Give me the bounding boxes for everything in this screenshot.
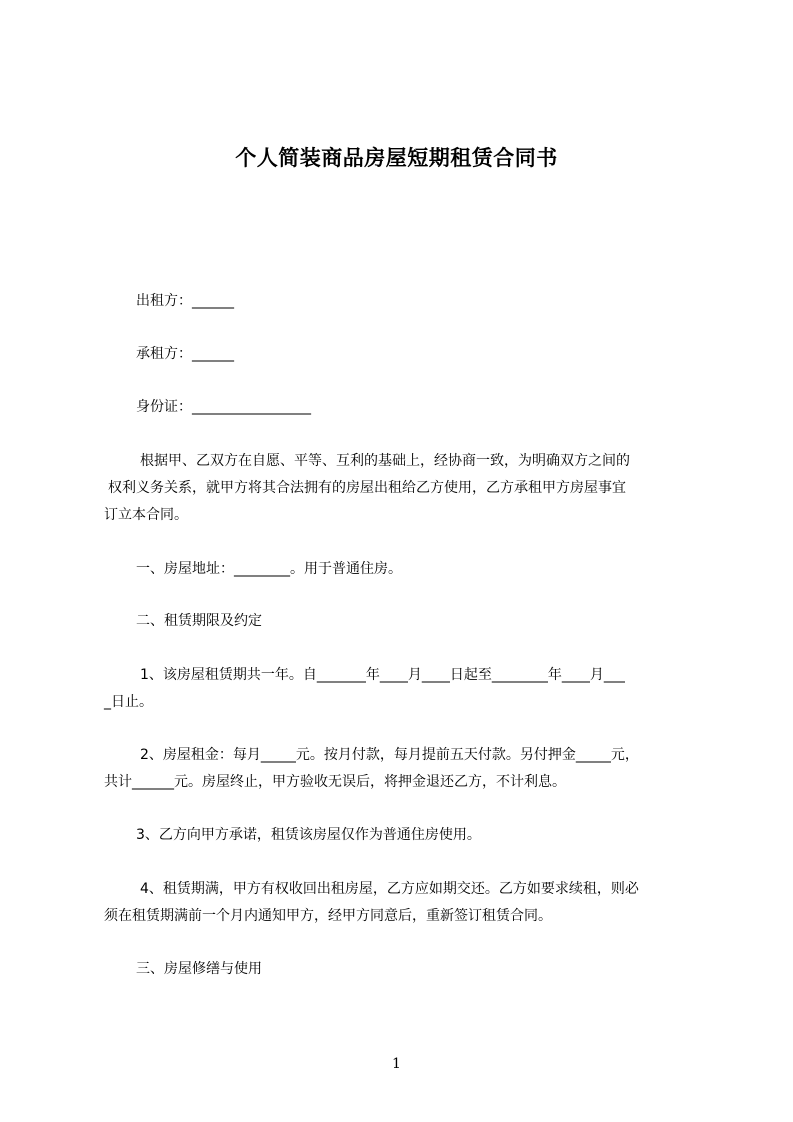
preamble-line-2: 权利义务关系，就甲方将其合法拥有的房屋出租给乙方使用，乙方承租甲方房屋事宜 [108, 480, 626, 496]
page-number: 1 [392, 1056, 401, 1072]
section-repair-use: 三、房屋修缮与使用 [136, 961, 262, 977]
lessee-line: 承租方：______ [136, 346, 234, 362]
clause-1-line-1: 1、该房屋租赁期共一年。自_______年____月____日起至________年____月___ [140, 667, 625, 683]
clause-1-line-2: _日止。 [104, 694, 153, 710]
section-house-address: 一、房屋地址：________。用于普通住房。 [136, 561, 402, 577]
preamble-line-3: 订立本合同。 [104, 507, 188, 523]
document-title: 个人简装商品房屋短期租赁合同书 [235, 146, 558, 170]
clause-3: 3、乙方向甲方承诺，租赁该房屋仅作为普通住房使用。 [136, 827, 481, 843]
clause-4-line-1: 4、租赁期满，甲方有权收回出租房屋，乙方应如期交还。乙方如要求续租，则必 [140, 881, 639, 897]
clause-4-line-2: 须在租赁期满前一个月内通知甲方，经甲方同意后，重新签订租赁合同。 [104, 908, 552, 924]
preamble-line-1: 根据甲、乙双方在自愿、平等、互利的基础上，经协商一致，为明确双方之间的 [140, 453, 630, 469]
section-lease-term: 二、租赁期限及约定 [136, 613, 262, 629]
clause-2-line-1: 2、房屋租金：每月_____元。按月付款，每月提前五天付款。另付押金_____元， [140, 747, 639, 763]
lessor-line: 出租方：______ [136, 293, 234, 309]
id-card-line: 身份证：_________________ [136, 399, 311, 415]
clause-2-line-2: 共计______元。房屋终止，甲方验收无误后，将押金退还乙方，不计利息。 [104, 774, 566, 790]
